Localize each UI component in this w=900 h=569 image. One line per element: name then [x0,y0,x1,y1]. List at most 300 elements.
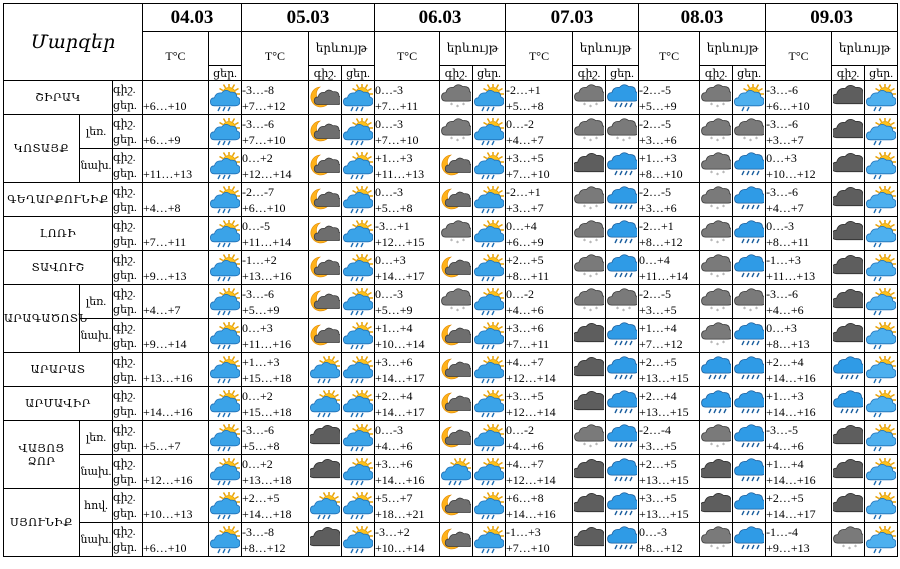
svg-text:*: * [595,441,599,449]
night-label: գիշ. [113,219,136,232]
night-temp: -2…+1 [506,184,541,199]
day-weather-icon-cell [342,217,375,251]
night-weather-icon-cell [832,285,865,319]
temperature-cell [375,217,440,251]
night-weather-icon-cell [440,285,473,319]
svg-text:*: * [589,273,593,281]
svg-text:*: * [450,305,454,313]
dark-cloud-icon [701,492,731,520]
day-temp: +11…+13 [143,166,193,181]
temperature-cell [242,149,309,183]
day-weather-icon-cell [733,455,766,489]
sun-cloud-rain-icon [474,84,504,112]
day-temp: +3…+6 [639,200,677,215]
svg-text:*: * [722,305,726,313]
night-weather-icon-cell [573,319,606,353]
subregion-label: նախ. [80,523,113,557]
night-temp: +2…+5 [766,490,804,505]
day-temp: +13…+15 [639,506,689,521]
night-temp: +1…+3 [639,150,677,165]
svg-text:*: * [622,307,626,315]
day-temp: +5…+9 [242,302,280,317]
night-temp [143,524,208,540]
night-temp: +1…+3 [242,354,280,369]
day-temp: +8…+12 [242,540,286,555]
day-weather-icon-cell [342,489,375,523]
day-weather-icon-cell [342,455,375,489]
sun-cloud-rain-icon [210,84,240,112]
sun-cloud-rain-icon [210,458,240,486]
day-weather-icon-cell [733,353,766,387]
dark-cloud-icon [833,492,863,520]
night-weather-icon-cell [440,489,473,523]
sun-cloud-icon [866,492,896,520]
moon-cloud-icon [441,526,471,554]
day-weather-icon-cell [342,285,375,319]
weather-icon-cell [209,353,242,387]
moon-cloud-icon [441,424,471,452]
sun-cloud-rain-icon [474,526,504,554]
region-name: ԱՐՄԱՎԻՐ [4,387,113,421]
sun-cloud-rain-icon [210,186,240,214]
night-temp: +6…+8 [506,490,544,505]
sun-cloud-rain-icon [474,220,504,248]
night-day-labels [113,251,143,285]
dark-cloud-icon [833,84,863,112]
sun-cloud-rain-icon [343,118,373,146]
day-temp: +12…+15 [375,234,425,249]
day-temp: +14…+16 [766,370,816,385]
temperature-cell [242,387,309,421]
day-weather-icon-cell [342,523,375,557]
sun-cloud-rain-icon [343,288,373,316]
sun-cloud-rain-icon [210,152,240,180]
temperature-cell [766,251,832,285]
night-temp: +1…+3 [766,388,804,403]
temperature-cell [506,81,573,115]
night-temp: -3…-6 [242,116,274,131]
sun-cloud-icon [866,424,896,452]
day-weather-icon-cell [473,353,506,387]
day-temp: +4…+7 [766,200,804,215]
weather-header: երևույթ [700,32,766,66]
svg-text:*: * [628,135,632,143]
snow-cloud-icon [701,186,731,214]
night-temp: 0…+2 [242,388,273,403]
subregion-label: նախ. [80,455,113,489]
night-temp: 0…+3 [375,252,406,267]
svg-text:*: * [710,101,714,109]
temperature-cell [766,489,832,523]
rain-cloud-icon [734,220,764,248]
day-weather-icon-cell [865,319,898,353]
svg-text:*: * [589,307,593,315]
temperature-cell [375,387,440,421]
dark-cloud-icon [310,526,340,554]
weather-icon-cell [209,251,242,285]
sun-cloud-rain-icon [474,390,504,418]
temperature-cell [242,421,309,455]
night-header: գիշ. [309,66,342,81]
temperature-cell [766,149,832,183]
day-weather-icon-cell [606,387,639,421]
night-day-labels [113,353,143,387]
night-temp: +2…+4 [766,354,804,369]
day-weather-icon-cell [473,149,506,183]
snow-cloud-icon [734,288,764,316]
snow-cloud-icon [574,186,604,214]
day-temp: +5…+8 [506,98,544,113]
snow-cloud-icon [441,288,471,316]
svg-text:*: * [722,101,726,109]
temp-header: T°C [242,32,309,81]
night-temp: -1…+2 [242,252,277,267]
temperature-cell [766,115,832,149]
snow-cloud-icon [574,220,604,248]
night-temp: -1…-4 [766,524,799,539]
sun-cloud-rain-icon [343,390,373,418]
night-temp: -3…-6 [766,82,799,97]
temperature-cell [766,81,832,115]
weather-header: երևույթ [573,32,639,66]
day-weather-icon-cell [733,217,766,251]
rain-cloud-icon [607,492,637,520]
svg-text:*: * [616,135,620,143]
temperature-cell [375,421,440,455]
day-weather-icon-cell [473,81,506,115]
day-temp: +7…+10 [506,540,550,555]
night-temp: 0…-3 [375,116,404,131]
day-header: ցեր. [342,66,375,81]
day-weather-icon-cell [733,115,766,149]
night-temp: -2…-5 [639,116,672,131]
rain-cloud-icon [734,322,764,350]
dark-cloud-icon [574,322,604,350]
night-day-labels [113,489,143,523]
moon-cloud-icon [441,390,471,418]
rain-cloud-icon [607,254,637,282]
snow-cloud-icon [701,526,731,554]
svg-text:*: * [583,305,587,313]
day-label: ցեր. [113,167,137,180]
dark-cloud-icon [833,186,863,214]
night-temp: +3…+5 [506,150,544,165]
rain-cloud-icon [734,186,764,214]
night-temp: 0…-2 [506,422,535,437]
night-temp: +2…+5 [639,354,677,369]
region-name: ԳԵՂԱՐՔՈՒՆԻՔ [4,183,113,217]
night-temp [143,218,208,234]
night-temp: -3…-6 [766,116,799,131]
day-temp: +12…+14 [506,472,556,487]
svg-text:*: * [710,203,714,211]
day-weather-icon-cell [733,81,766,115]
rain-cloud-icon [607,322,637,350]
night-temp: -3…-8 [242,524,274,539]
temperature-cell [143,217,209,251]
temperature-cell [375,353,440,387]
temp-header: T°C [506,32,573,81]
night-temp [143,354,208,370]
rain-cloud-icon [833,356,863,384]
day-label: ցեր. [113,405,137,418]
night-temp: +1…+4 [375,320,413,335]
temperature-cell [506,149,573,183]
day-temp: +3…+7 [506,200,544,215]
svg-text:*: * [583,441,587,449]
day-weather-icon-cell [342,149,375,183]
snow-cloud-icon [734,118,764,146]
dark-cloud-icon [833,118,863,146]
table-row [4,285,898,319]
day-temp: +5…+7 [143,438,181,453]
day-temp: +13…+15 [639,472,689,487]
sun-cloud-rain-icon [343,322,373,350]
day-temp: +4…+6 [506,302,544,317]
night-weather-icon-cell [832,489,865,523]
temperature-cell [375,523,440,557]
day-weather-icon-cell [606,523,639,557]
night-temp: +4…+7 [506,354,544,369]
night-label: գիշ. [113,253,136,266]
sun-cloud-rain-icon [474,254,504,282]
day-temp: +8…+12 [639,234,683,249]
day-temp: +13…+16 [143,370,193,385]
temperature-cell [506,353,573,387]
day-temp: +18…+21 [375,506,425,521]
temperature-cell [766,353,832,387]
night-temp: +2…+5 [506,252,544,267]
dark-cloud-icon [310,424,340,452]
svg-text:*: * [722,169,726,177]
temperature-cell [143,489,209,523]
day-header: ցեր. [473,66,506,81]
day-weather-icon-cell [473,251,506,285]
svg-text:*: * [722,203,726,211]
night-temp: -2…-5 [639,184,672,199]
temperature-cell [639,115,700,149]
table-row [4,81,898,115]
night-header: գիշ. [573,66,606,81]
svg-text:*: * [743,305,747,313]
date-header: 08.03 [639,4,766,32]
night-weather-icon-cell [832,455,865,489]
sun-cloud-icon [866,84,896,112]
night-weather-icon-cell [832,387,865,421]
svg-text:*: * [450,101,454,109]
night-temp: 0…-5 [242,218,270,233]
night-weather-icon-cell [309,319,342,353]
day-temp: +11…+13 [766,268,816,283]
moon-cloud-icon [310,254,340,282]
sun-cloud-rain-icon [474,152,504,180]
day-temp: +6…+9 [143,132,181,147]
night-day-labels [113,455,143,489]
svg-text:*: * [716,545,720,553]
temperature-cell [242,523,309,557]
day-temp: +3…+7 [766,132,804,147]
sun-cloud-rain-icon [343,458,373,486]
temperature-cell [506,421,573,455]
night-temp: 0…+4 [506,218,537,233]
night-weather-icon-cell [573,455,606,489]
temperature-cell [506,115,573,149]
day-weather-icon-cell [865,183,898,217]
night-temp [143,252,208,268]
night-weather-icon-cell [440,149,473,183]
sun-cloud-icon [866,288,896,316]
svg-text:*: * [595,237,599,245]
temperature-cell [639,387,700,421]
weather-icon-cell [209,115,242,149]
sun-cloud-rain-icon [210,254,240,282]
sun-cloud-rain-icon [310,390,340,418]
night-header: գիշ. [440,66,473,81]
rain-cloud-icon [734,458,764,486]
night-label: գիշ. [113,457,136,470]
night-weather-icon-cell [700,285,733,319]
table-row [4,251,898,285]
rain-cloud-icon [701,390,731,418]
svg-text:*: * [583,271,587,279]
day-weather-icon-cell [865,353,898,387]
night-temp: +5…+7 [375,490,413,505]
day-weather-icon-cell [473,115,506,149]
rain-cloud-icon [607,424,637,452]
sun-cloud-icon [866,390,896,418]
snow-cloud-icon [701,254,731,282]
night-temp: 0…-3 [375,286,404,301]
temperature-cell [766,523,832,557]
snow-cloud-icon [607,288,637,316]
snow-cloud-icon [574,424,604,452]
dark-cloud-icon [833,322,863,350]
day-weather-icon-cell [606,217,639,251]
night-weather-icon-cell [440,353,473,387]
day-weather-icon-cell [473,489,506,523]
table-row [4,115,898,149]
svg-text:*: * [583,203,587,211]
subregion-label: հով. [80,489,113,523]
night-temp: 0…+4 [639,252,670,267]
moon-cloud-icon [441,254,471,282]
temperature-cell [506,523,573,557]
temperature-cell [375,251,440,285]
temperature-cell [506,183,573,217]
region-name: ՇԻՐԱԿ [4,81,113,115]
day-header: ցեր. [733,66,766,81]
night-weather-icon-cell [573,387,606,421]
day-weather-icon-cell [865,149,898,183]
temperature-cell [242,455,309,489]
night-temp [143,184,208,200]
temperature-cell [375,115,440,149]
day-temp: +8…+13 [766,336,810,351]
night-temp: 0…-3 [766,218,795,233]
day-weather-icon-cell [606,285,639,319]
night-weather-icon-cell [573,149,606,183]
temperature-cell [766,285,832,319]
moon-cloud-icon [441,186,471,214]
night-weather-icon-cell [700,81,733,115]
day-weather-icon-cell [342,251,375,285]
snow-cloud-icon [701,220,731,248]
rain-cloud-icon [607,84,637,112]
region-name: ԱՐԱԳԱԾՈՏՆ [4,285,80,353]
day-temp: +6…+10 [143,98,187,113]
day-temp: +5…+8 [375,200,413,215]
temperature-cell [639,251,700,285]
night-temp: -2…+1 [639,218,674,233]
weather-icon-cell [209,149,242,183]
night-temp: +4…+7 [506,456,544,471]
day-temp: +7…+12 [639,336,683,351]
night-day-labels [113,421,143,455]
night-weather-icon-cell [309,387,342,421]
day-temp: +14…+16 [375,472,425,487]
night-weather-icon-cell [309,251,342,285]
moon-cloud-icon [310,152,340,180]
weather-icon-cell [209,523,242,557]
svg-text:*: * [842,543,846,551]
day-weather-icon-cell [865,387,898,421]
night-label: գիշ. [113,151,136,164]
night-temp: +1…+4 [639,320,677,335]
subregion-label: լեռ. [80,115,113,149]
day-label: ցեր. [113,133,137,146]
day-weather-icon-cell [865,489,898,523]
day-temp: +10…+13 [143,506,193,521]
day-label: ցեր. [113,507,137,520]
temperature-cell [143,251,209,285]
svg-text:*: * [722,543,726,551]
sun-cloud-rain-icon [441,458,471,486]
night-day-labels [113,387,143,421]
dark-cloud-icon [833,288,863,316]
snow-cloud-icon [701,424,731,452]
night-day-labels [113,115,143,149]
day-temp: +6…+10 [766,98,810,113]
day-weather-icon-cell [473,319,506,353]
day-temp: +10…+14 [375,336,425,351]
temperature-cell [506,455,573,489]
temperature-cell [375,81,440,115]
night-weather-icon-cell [309,81,342,115]
svg-text:*: * [749,307,753,315]
sun-cloud-rain-icon [474,288,504,316]
night-weather-icon-cell [700,149,733,183]
day-weather-icon-cell [473,387,506,421]
temperature-cell [143,149,209,183]
day-temp: +9…+14 [143,336,187,351]
sun-cloud-icon [866,356,896,384]
day-temp: +4…+6 [375,438,413,453]
night-temp: -3…+2 [375,524,410,539]
weather-icon-cell [209,183,242,217]
table-row [4,387,898,421]
day-weather-icon-cell [342,183,375,217]
night-label: գիշ. [113,423,136,436]
rain-cloud-icon [701,356,731,384]
night-label: գիշ. [113,185,136,198]
moon-cloud-icon [441,322,471,350]
table-row [4,183,898,217]
snow-cloud-icon [833,526,863,554]
region-name: ԿՈՏԱՅՔ [4,115,80,183]
night-day-labels [113,217,143,251]
temperature-cell [143,183,209,217]
weather-icon-cell [209,387,242,421]
